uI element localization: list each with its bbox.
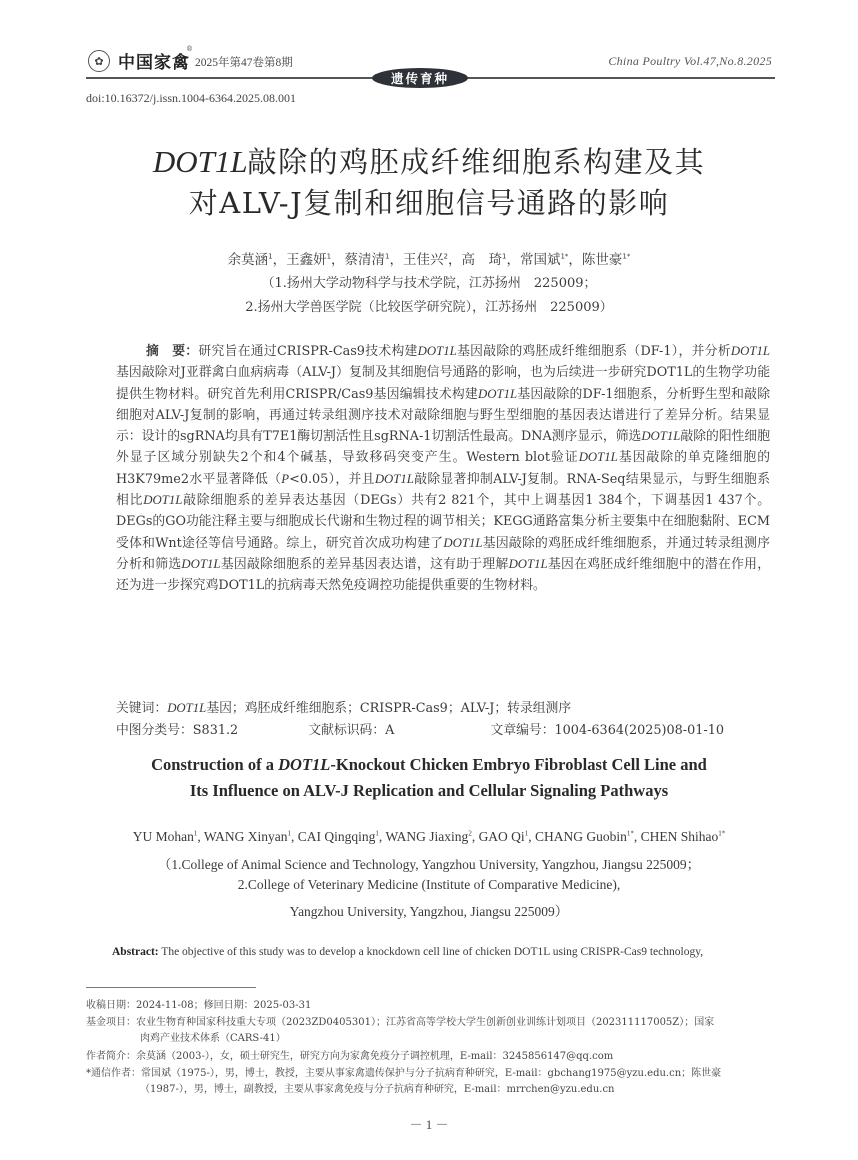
title-cn-text: 敲除的鸡胚成纤维细胞系构建及其 — [247, 145, 706, 179]
abstract-en — [112, 946, 703, 958]
abstract-text: 基因敲除对J亚群禽白血病病毒（ALV-J）复制及其细胞信号通路的影响，也为后续进一步研究DOT1L的生物学功能提供生物材料。研究首先利用CRISPR/Cas9基因编辑技术构建 — [116, 365, 770, 402]
author-affiliation-mark: 2 — [443, 252, 448, 261]
author-affiliation-mark: 1* — [626, 829, 634, 838]
author-name: 王鑫妍 — [286, 252, 327, 268]
italic-term: DOT1L — [641, 429, 681, 444]
author-name: GAO Qi — [478, 829, 525, 844]
author-name: WANG Xinyan — [203, 829, 288, 844]
author-name: YU Mohan — [132, 829, 194, 844]
clc-value: S831.2 — [192, 723, 239, 738]
journal-name-cn: 中国家禽 — [118, 53, 190, 73]
italic-term: DOT1L — [374, 471, 414, 486]
abstract-text: 敲除细胞系的差异表达基因（DEGs）共有2 821个，其中上调基因1 384个，下调基因1 437个。DEGs的GO功能注释主要与细胞成长代谢和生物过程的调节相关；KEGG通路富集分析主要集中在细胞黏附、ECM受体和Wnt途径等信号通路。综上，研究首次成功构建了 — [116, 493, 771, 551]
journal-info-en: China Poultry Vol.47,No.8.2025 — [608, 54, 772, 68]
abstract-en-label: Abstract: — [112, 946, 159, 958]
abstract-cn-body — [116, 344, 770, 593]
footnote-author-intro: 作者简介：余莫涵（2003-），女，硕士研究生，研究方向为家禽免疫分子调控机理，E-mail：3245856147@qq.com — [86, 1051, 614, 1062]
title-cn-line-1 — [0, 140, 858, 181]
author-affiliation-mark: 1 — [524, 829, 529, 838]
keywords-label: 关键词： — [116, 701, 168, 716]
fund-line-2: 肉鸡产业技术体系（CARS-41） — [140, 1033, 286, 1044]
abstract-text: 基因敲除细胞系的差异基因表达谱，这有助于理解 — [220, 556, 509, 572]
abstract-text: <0.05），并且 — [289, 471, 375, 487]
authors-en: YU Mohan$^1$, WANG Xinyan$^1$, CAI Qingqing$^1$, WANG Jiaxing$^2$, GAO Qi$^1$, CHANG Guobin$^{1*}$, CHEN Shihao$^{1*}$ — [132, 829, 726, 844]
italic-term: DOT1L — [443, 535, 483, 550]
author-name: 余莫涵 — [227, 252, 269, 268]
classification-line — [116, 719, 776, 738]
author-affiliation-mark: 1 — [326, 252, 332, 261]
italic-term: DOT1L — [417, 344, 457, 358]
abstract-text: 基因敲除的鸡胚成纤维细胞系（DF-1），并分析 — [456, 344, 731, 359]
abstract-cn-label: 摘 要： — [146, 344, 199, 359]
abstract-text: 敲除显著抑制ALV-J复制。RNA-Seq结果显示，与野生细胞系相比 — [116, 471, 770, 509]
italic-term: DOT1L — [143, 493, 183, 508]
author-name: WANG Jiaxing — [385, 829, 469, 844]
title-gene: DOT1L — [152, 144, 248, 179]
footnote-fund — [86, 1015, 776, 1047]
author-affiliation-mark: 1* — [560, 252, 569, 261]
title-en-line-1 — [0, 755, 858, 775]
author-affiliation-mark: 1 — [287, 829, 292, 838]
author-name: CAI Qingqing — [297, 829, 376, 844]
italic-term: DOT1L — [477, 386, 518, 401]
authors-cn: 余莫涵$^1$，王鑫妍$^1$，蔡清清$^1$，王佳兴$^2$，高 琦$^1$，常国斌$^{1*}$，陈世豪$^{1*}$ — [227, 252, 631, 268]
title-cn-line-2: 对ALV-J复制和细胞信号通路的影响 — [188, 186, 670, 220]
abstract-text: 基因敲除的单克隆细胞的H3K79me2水平显著降低（ — [116, 450, 771, 487]
author-name: 蔡清清 — [344, 252, 386, 268]
footnote-dates: 收稿日期：2024-11-08；修回日期：2025-03-31 — [86, 1000, 312, 1011]
affiliation-en-2: 2.College of Veterinary Medicine (Institute of Comparative Medicine), — [237, 877, 621, 892]
affiliation-cn-1: （1.扬州大学动物科学与技术学院，江苏扬州 225009； — [261, 276, 597, 291]
fund-line-1: 基金项目：农业生物育种国家科技重大专项（2023ZD0405301）；江苏省高等学校大学生创新创业训练计划项目（202311117005Z）；国家 — [86, 1017, 715, 1028]
affiliation-en-1: （1.College of Animal Science and Technology, Yangzhou University, Yangzhou, Jiangsu 225009； — [157, 857, 701, 872]
abstract-text: 基因敲除的鸡胚成纤维细胞系，并通过转录组测序分析和筛选 — [116, 535, 770, 572]
doc-code-label: 文献标识码： — [308, 723, 386, 738]
author-affiliation-mark: 2 — [468, 829, 472, 838]
italic-term: DOT1L — [578, 450, 618, 465]
abstract-text: 敲除的阳性细胞外显子区域分别缺失2个和4个碱基，导致移码突变产生。Western blot验证 — [116, 429, 771, 466]
author-name: CHEN Shihao — [640, 829, 719, 844]
keywords-cn — [116, 697, 571, 716]
author-affiliation-mark: 1* — [622, 252, 631, 261]
author-name: 王佳兴 — [403, 252, 444, 268]
keyword-gene: DOT1L — [167, 701, 207, 715]
author-affiliation-mark: 1 — [375, 829, 379, 838]
article-no-label: 文章编号： — [490, 723, 555, 738]
abstract-en-text: The objective of this study was to develop a knockdown cell line of chicken DOT1L using CRISPR-Cas9 technology, — [158, 946, 704, 958]
abstract-text: 基因在鸡胚成纤维细胞中的潜在作用，还为进一步探究鸡DOT1L的抗病毒天然免疫调控功能提供重要的生物材料。 — [116, 556, 771, 594]
doc-code-value: A — [385, 723, 395, 738]
footnote-corresponding — [86, 1066, 776, 1098]
footnote-rule — [86, 987, 256, 988]
author-name: 常国斌 — [519, 252, 561, 268]
author-name: 陈世豪 — [581, 252, 623, 268]
italic-term: P — [281, 471, 290, 486]
author-affiliation-mark: 1 — [501, 252, 507, 261]
doi[interactable]: doi:10.16372/j.issn.1004-6364.2025.08.001 — [86, 91, 297, 105]
title-en-line-2: Its Influence on ALV-J Replication and Cellular Signaling Pathways — [189, 781, 669, 800]
author-affiliation-mark: 1 — [385, 252, 390, 261]
affiliation-cn-2: 2.扬州大学兽医学院（比较医学研究院），江苏扬州 225009） — [245, 300, 613, 315]
italic-term: DOT1L — [181, 556, 221, 571]
italic-term: DOT1L — [508, 556, 548, 571]
author-affiliation-mark: 1* — [718, 829, 726, 838]
issue-info-cn: 2025年第47卷第8期 — [195, 57, 293, 69]
page-number: － 1 － — [409, 1117, 449, 1132]
abstract-text: 基因敲除的DF-1细胞系，分析野生型和敲除细胞对ALV-J复制的影响，再通过转录组测序技术对敲除细胞与野生型细胞的基因表达谱进行了差异分析。结果显示：设计的sgRNA均具有T7E1酶切割活性且sgRNA-1切割活性最高。DNA测序显示，筛选 — [116, 386, 771, 445]
title-en-post: -Knockout Chicken Embryo Fibroblast Cell Line and — [330, 755, 707, 774]
section-badge: 遗传育种 — [372, 68, 468, 88]
article-no-value: 1004-6364(2025)08-01-10 — [554, 723, 725, 738]
clc-label: 中图分类号： — [116, 723, 193, 738]
keywords-text: 基因；鸡胚成纤维细胞系；CRISPR-Cas9；ALV-J；转录组测序 — [206, 701, 572, 716]
corresponding-line-2: （1987-），男，博士，副教授，主要从事家禽免疫与分子抗病育种研究，E-mail：mrrchen@yzu.edu.cn — [140, 1084, 615, 1095]
title-en-pre: Construction of a — [151, 755, 279, 774]
author-name: 高 琦 — [461, 252, 502, 268]
abstract-cn — [116, 341, 770, 597]
title-en-gene: DOT1L — [278, 755, 331, 774]
journal-logo-icon: ✿ — [88, 50, 110, 72]
corresponding-line-1: *通信作者：常国斌（1975-），男，博士，教授，主要从事家禽遗传保护与分子抗病育种研究，E-mail：gbchang1975@yzu.edu.cn；陈世豪 — [86, 1068, 722, 1079]
italic-term: DOT1L — [730, 344, 770, 358]
author-name: CHANG Guobin — [534, 829, 627, 844]
author-affiliation-mark: 1 — [268, 252, 273, 261]
affiliation-en-3: Yangzhou University, Yangzhou, Jiangsu 225009） — [289, 904, 569, 919]
registered-mark: ® — [186, 45, 193, 53]
author-affiliation-mark: 1 — [193, 829, 198, 838]
abstract-text: 研究旨在通过CRISPR-Cas9技术构建 — [198, 344, 418, 359]
